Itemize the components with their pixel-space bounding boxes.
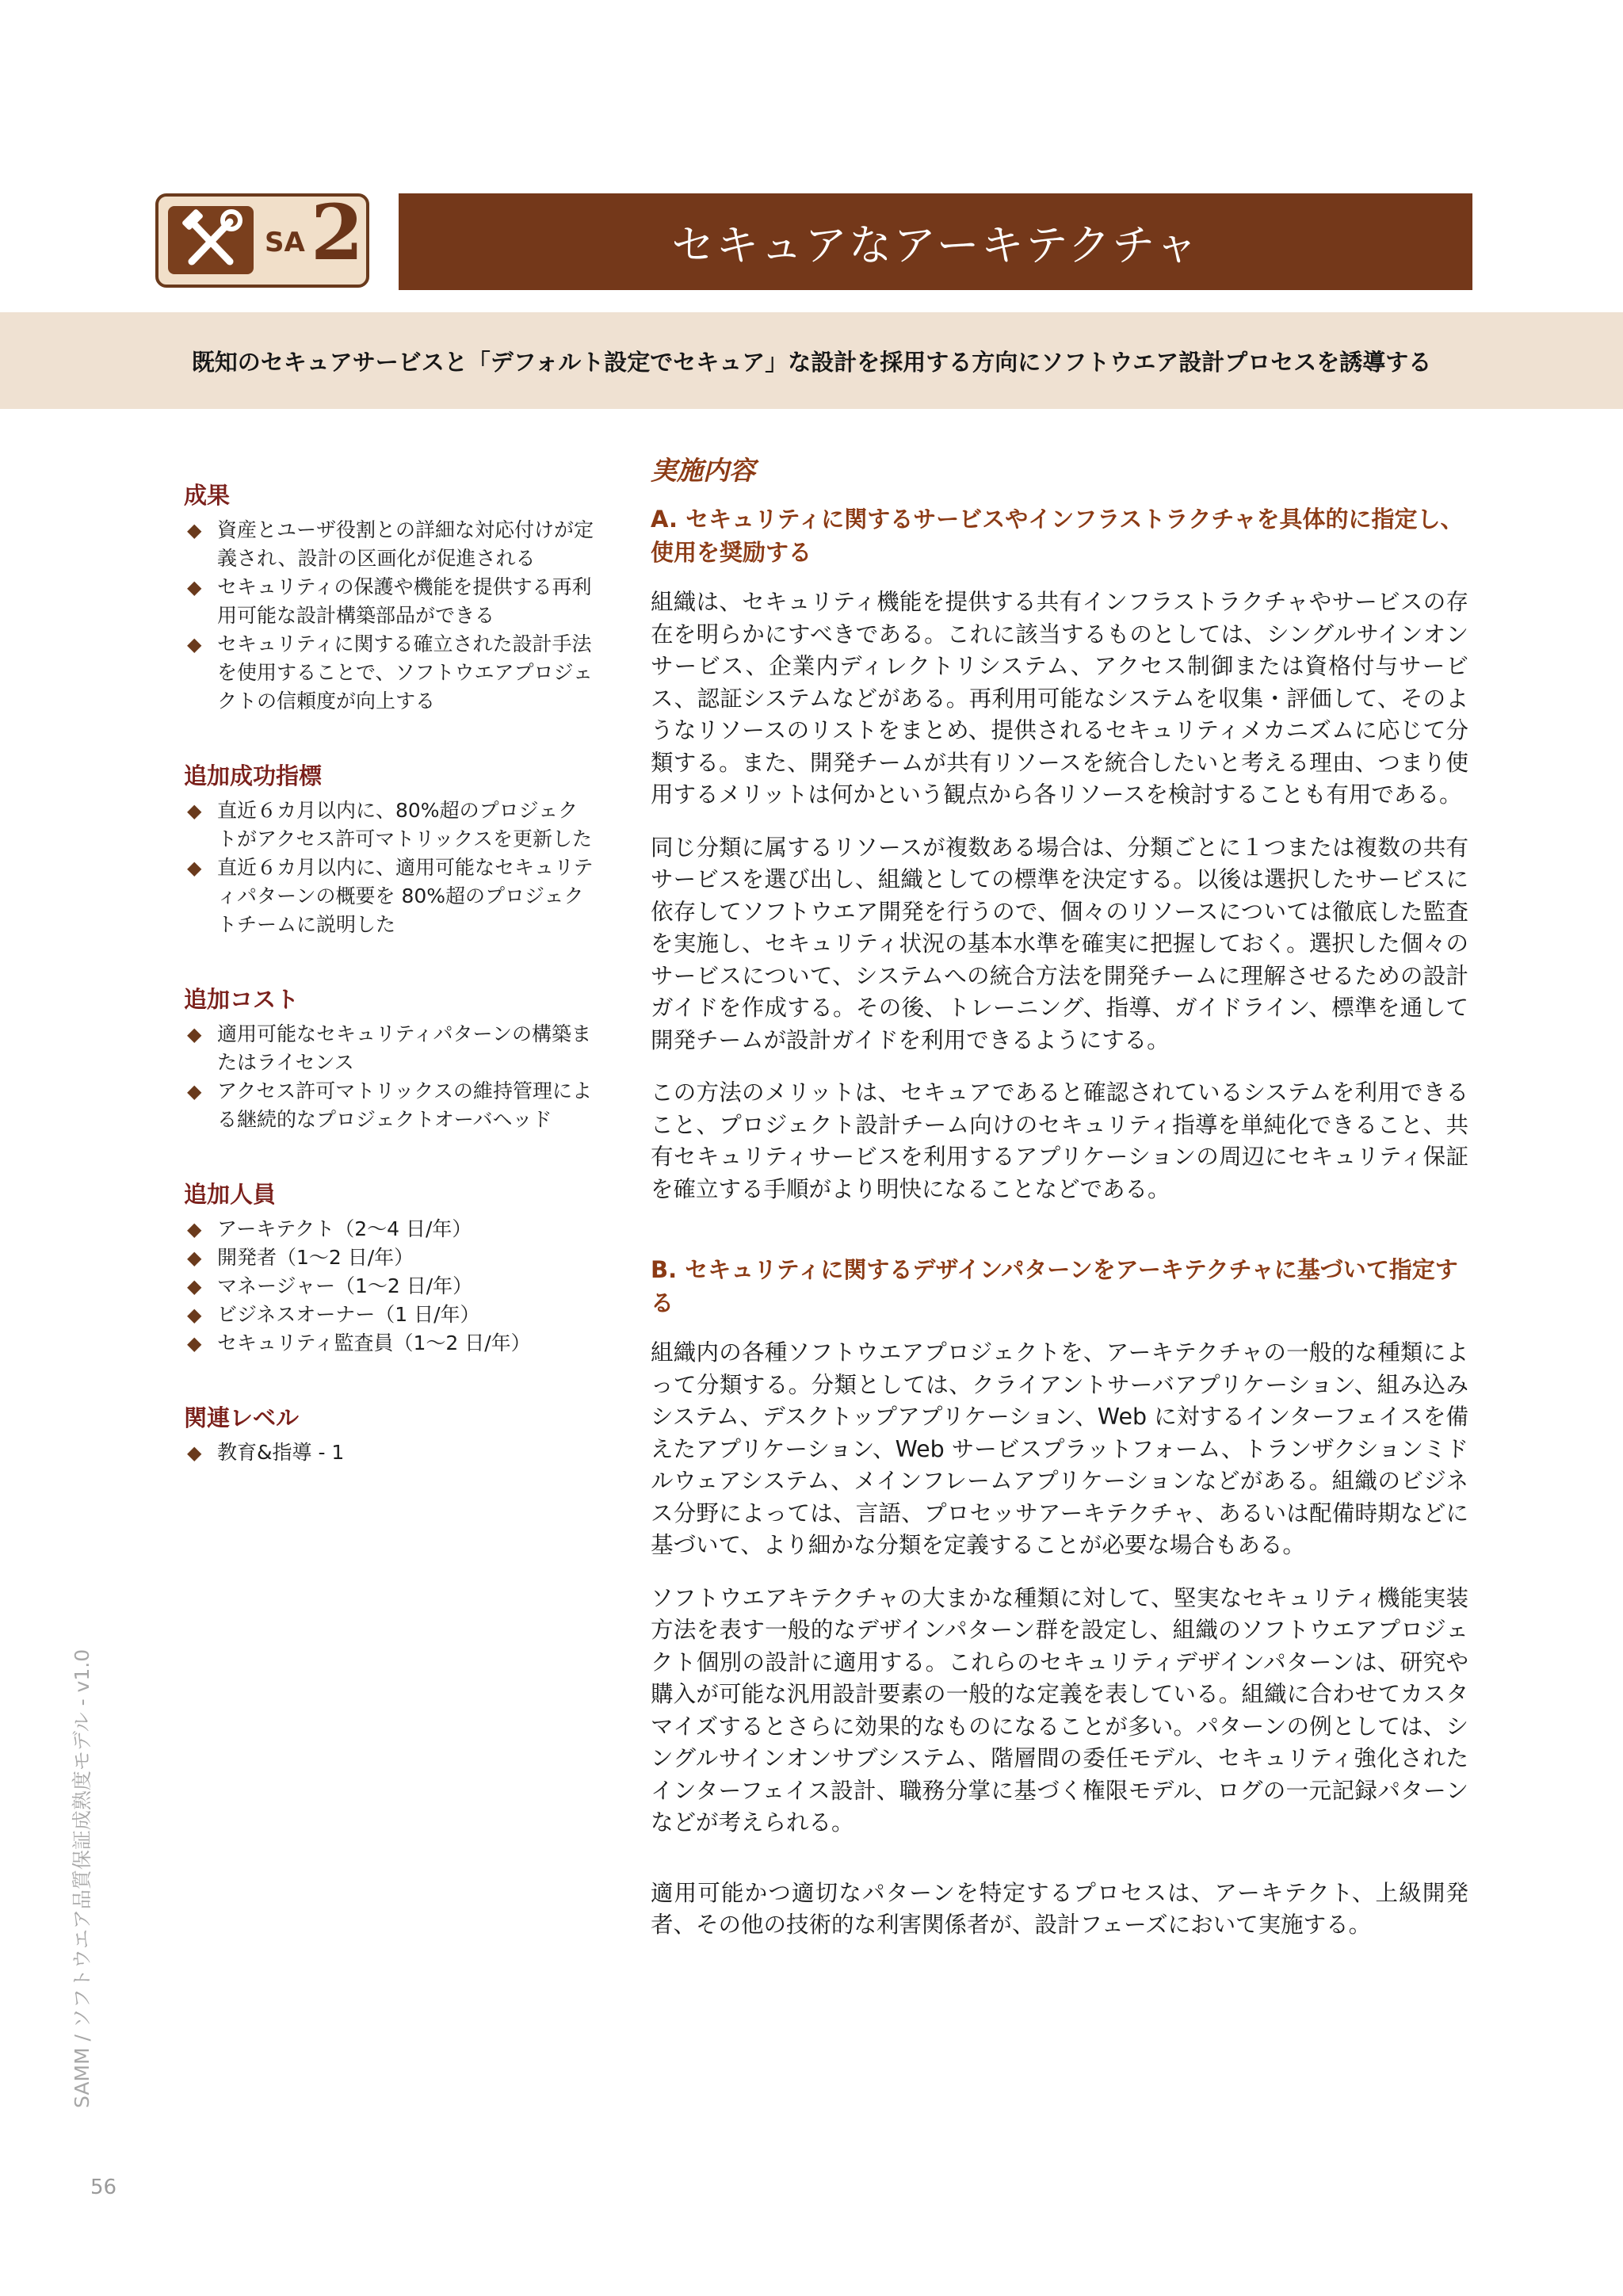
diamond-bullet-icon: ◆ (187, 800, 202, 822)
sidebar-list (184, 516, 596, 716)
hammer-wrench-icon (168, 206, 254, 274)
paragraph: この方法のメリットは、セキュアであると確認されているシステムを利用できること、プロジェクト設計チーム向けのセキュリティ指導を単純化できること、共有セキュリティサービスを利用するアプリケーションの周辺にセキュリティ保証を確立する手順がより明快になることなどである。 (651, 1079, 1468, 1202)
diamond-bullet-icon: ◆ (187, 1023, 202, 1045)
list-item (184, 1438, 596, 1467)
list-item (184, 1215, 596, 1244)
diamond-bullet-icon: ◆ (187, 633, 202, 655)
paragraph: 同じ分類に属するリソースが複数ある場合は、分類ごとに１つまたは複数の共有サービスを選び出し、組織としての標準を決定する。以後は選択したサービスに依存してソフトウエア開発を行うので、個々のリソースについては徹底した監査を実施し、セキュリティ状況の基本水準を確実に把握しておく。選択した個々のサービスについて、システムへの統合方法を開発チームに理解させるための設計ガイドを作成する。その後、トレーニング、指導、ガイドライン、標準を通して開発チームが設計ガイドを利用できるようにする。 (651, 834, 1468, 1053)
sidebar (184, 479, 596, 1511)
sidebar-section-success-metrics (184, 760, 596, 939)
sidebar-heading: 追加成功指標 (184, 762, 323, 789)
list-item (184, 1301, 596, 1329)
page-title: セキュアなアーキテクチャ (671, 220, 1200, 270)
list-item-text: セキュリティに関する確立された設計手法を使用することで、ソフトウエアプロジェクトの信頼度が向上する (217, 632, 594, 712)
practice-badge (155, 188, 369, 288)
vertical-document-title: SAMM / ソフトウエア品質保証成熟度モデル - v1.0 (71, 1648, 94, 2108)
title-bar (399, 193, 1472, 290)
diamond-bullet-icon: ◆ (187, 1304, 202, 1326)
badge-code-text: SA (265, 227, 305, 258)
diamond-bullet-icon: ◆ (187, 1247, 202, 1269)
list-item (184, 1272, 596, 1301)
sidebar-list (184, 797, 596, 939)
diamond-bullet-icon: ◆ (187, 1218, 202, 1240)
badge-level: 2 (311, 188, 364, 277)
list-item (184, 516, 596, 573)
paragraph: 組織は、セキュリティ機能を提供する共有インフラストラクチャやサービスの存在を明らかにすべきである。これに該当するものとしては、シングルサインオンサービス、企業内ディレクトリシステム、アクセス制御または資格付与サービス、認証システムなどがある。再利用可能なシステムを収集・評価して、そのようなリソースのリストをまとめ、提供されるセキュリティメカニズムに応じて分類する。また、開発チームが共有リソースを統合したいと考える理由、つまり使用するメリットは何かという観点から各リソースを検討することも有用である。 (651, 589, 1468, 808)
list-item-text: 直近６カ月以内に、80%超のプロジェクトがアクセス許可マトリックスを更新した (217, 799, 593, 850)
sidebar-section-personnel (184, 1179, 596, 1358)
list-item-text: ビジネスオーナー（1 日/年） (217, 1303, 480, 1326)
list-item (184, 1329, 596, 1358)
list-item-text: セキュリティ監査員（1〜2 日/年） (217, 1331, 531, 1354)
list-item (184, 1244, 596, 1272)
sidebar-heading: 追加人員 (184, 1181, 277, 1208)
list-item-text: セキュリティの保護や機能を提供する再利用可能な設計構築部品ができる (217, 575, 592, 627)
section-b-heading: B. セキュリティに関するデザインパターンをアーキテクチャに基づいて指定する (651, 1256, 1458, 1316)
diamond-bullet-icon: ◆ (187, 857, 202, 879)
list-item (184, 573, 596, 630)
diamond-bullet-icon: ◆ (187, 1275, 202, 1297)
list-item (184, 854, 596, 939)
list-item-text: 適用可能なセキュリティパターンの構築またはライセンス (217, 1022, 592, 1074)
sidebar-heading: 追加コスト (184, 986, 300, 1013)
sidebar-heading: 成果 (184, 482, 231, 509)
diamond-bullet-icon: ◆ (187, 1442, 202, 1464)
sidebar-section-costs (184, 984, 596, 1134)
sidebar-heading: 関連レベル (184, 1404, 300, 1431)
main-content (651, 453, 1468, 1962)
subtitle-band (0, 312, 1623, 409)
paragraph: 適用可能かつ適切なパターンを特定するプロセスは、アーキテクト、上級開発者、その他の技術的な利害関係者が、設計フェーズにおいて実施する。 (651, 1879, 1468, 1938)
list-item-text: マネージャー（1〜2 日/年） (217, 1274, 473, 1297)
list-item (184, 1020, 596, 1077)
page-subtitle: 既知のセキュアサービスと「デフォルト設定でセキュア」な設計を採用する方向にソフトウエア設計プロセスを誘導する (191, 348, 1432, 376)
sidebar-section-related-levels (184, 1402, 596, 1467)
sidebar-section-results (184, 479, 596, 716)
badge-code (263, 188, 365, 282)
section-a-heading: A. セキュリティに関するサービスやインフラストラクチャを具体的に指定し、使用を奨励する (651, 506, 1464, 566)
main-heading: 実施内容 (651, 455, 755, 486)
page-number: 56 (90, 2176, 117, 2199)
list-item (184, 630, 596, 716)
diamond-bullet-icon: ◆ (187, 519, 202, 541)
list-item-text: 教育&指導 - 1 (217, 1441, 345, 1464)
list-item-text: アクセス許可マトリックスの維持管理による継続的なプロジェクトオーバヘッド (217, 1079, 593, 1131)
paragraph: ソフトウエアキテクチャの大まかな種類に対して、堅実なセキュリティ機能実装方法を表す一般的なデザインパターン群を設定し、組織のソフトウエアプロジェクト個別の設計に適用する。これらのセキュリティデザインパターンは、研究や購入が可能な汎用設計要素の一般的な定義を表している。組織に合わせてカスタマイズするとさらに効果的なものになることが多い。パターンの例としては、シングルサインオンサブシステム、階層間の委任モデル、セキュリティ強化されたインターフェイス設計、職務分掌に基づく権限モデル、ログの一元記録パターンなどが考えられる。 (651, 1584, 1468, 1836)
list-item-text: 開発者（1〜2 日/年） (217, 1246, 414, 1269)
list-item (184, 1077, 596, 1134)
list-item-text: 直近６カ月以内に、適用可能なセキュリティパターンの概要を 80%超のプロジェクトチームに説明した (217, 856, 594, 936)
sidebar-list (184, 1215, 596, 1358)
list-item (184, 797, 596, 854)
paragraph: 組織内の各種ソフトウエアプロジェクトを、アーキテクチャの一般的な種類によって分類する。分類としては、クライアントサーバアプリケーション、組み込みシステム、デスクトップアプリケーション、Web に対するインターフェイスを備えたアプリケーション、Web サービスプラットフォーム、トランザクションミドルウェアシステム、メインフレームアプリケーションなどがある。組織のビジネス分野によっては、言語、プロセッサアーキテクチャ、あるいは配備時期などに基づいて、より細かな分類を定義することが必要な場合もある。 (651, 1339, 1468, 1558)
diamond-bullet-icon: ◆ (187, 1080, 202, 1102)
sidebar-list (184, 1020, 596, 1134)
list-item-text: 資産とユーザ役割との詳細な対応付けが定義され、設計の区画化が促進される (217, 518, 594, 570)
diamond-bullet-icon: ◆ (187, 576, 202, 598)
list-item-text: アーキテクト（2〜4 日/年） (217, 1217, 472, 1240)
diamond-bullet-icon: ◆ (187, 1332, 202, 1354)
sidebar-list (184, 1438, 596, 1467)
